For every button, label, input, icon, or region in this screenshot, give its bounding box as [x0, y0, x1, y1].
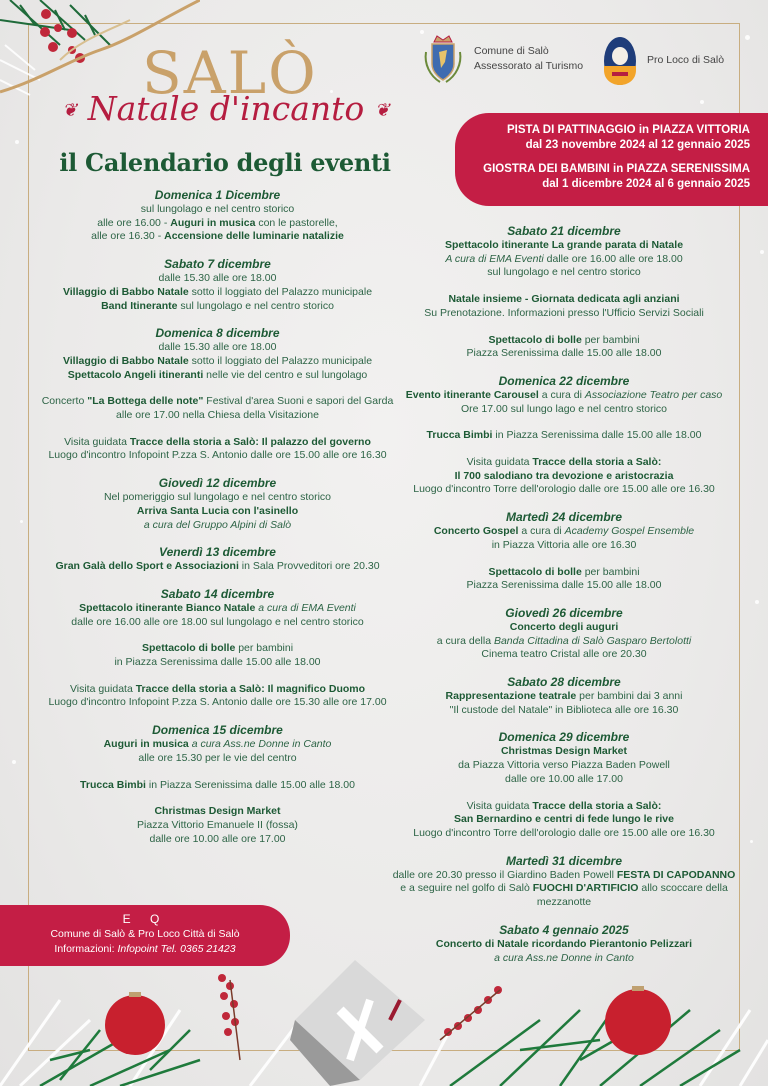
event-text: Concerto	[41, 395, 88, 408]
event-text: Luogo d'incontro Infopoint P.zza S. Antonio dalle ore 15.00 alle ore 16.30	[48, 449, 387, 462]
event-text: a cura della	[436, 634, 494, 647]
coat-of-arms-icon	[422, 34, 464, 84]
event-line	[388, 389, 740, 403]
subtitle-text: Natale d'incanto	[87, 89, 365, 128]
event-line	[388, 704, 740, 718]
ornament-left-icon: ❦	[62, 100, 78, 121]
event-text: a cura di	[518, 525, 565, 538]
footer-info-label: Informazioni:	[54, 943, 118, 955]
event-line	[388, 813, 740, 827]
event-highlight: Tracce della storia a Salò: Il palazzo del governo	[129, 435, 371, 448]
calendar-title: il Calendario degli eventi	[59, 148, 391, 177]
event-text: dalle ore 10.00 alle ore 17.00	[149, 832, 286, 845]
event-text: dalle 15.30 alle ore 18.00	[158, 341, 277, 354]
proloco-name: Pro Loco di Salò	[647, 54, 725, 67]
event-organizer: Banda Cittadina di Salò Gasparo Bertolotti	[493, 634, 692, 647]
event-text: in Piazza Serenissima dalle 15.00 alle 18.00	[492, 429, 702, 442]
event-line	[388, 773, 740, 787]
event-highlight: Spettacolo itinerante La grande parata di Natale	[444, 239, 684, 251]
event-line	[40, 560, 395, 574]
event-date: Martedì 31 dicembre	[505, 853, 623, 868]
event-line	[388, 470, 740, 484]
event-date: Sabato 21 dicembre	[507, 224, 621, 238]
logo-comune	[422, 34, 583, 84]
event-date: Domenica 22 dicembre	[498, 373, 630, 388]
event-line	[388, 800, 740, 814]
event-line	[388, 759, 740, 773]
event-line	[388, 745, 740, 759]
event-text: Piazza Serenissima dalle 15.00 alle 18.00	[466, 579, 662, 592]
event-line	[40, 409, 395, 423]
event-text: per bambini dai 3 anni	[576, 690, 683, 703]
event-text: dalle ore 16.00 alle ore 18.00	[543, 252, 683, 265]
event-date: Domenica 29 dicembre	[498, 730, 630, 745]
event-highlight: Concerto di Natale ricordando Pierantonio Pelizzari	[435, 937, 693, 950]
event-text: in Piazza Serenissima dalle 15.00 alle 18.00	[145, 778, 355, 791]
event-line	[388, 621, 740, 635]
event-text: a cura di	[538, 388, 585, 401]
event-text: Su Prenotazione. Informazioni presso l'Ufficio Servizi Sociali	[424, 306, 704, 319]
event-item	[40, 257, 395, 313]
event-text: alle ore 16.30 -	[91, 230, 165, 243]
event-highlight: Natale insieme - Giornata dedicata agli anziani	[448, 293, 680, 306]
event-highlight: Spettacolo di bolle	[488, 333, 582, 346]
event-line	[388, 525, 740, 539]
event-line	[40, 616, 395, 630]
top-banner	[455, 113, 768, 206]
event-item	[40, 326, 395, 382]
event-line	[388, 429, 740, 443]
event-organizer: Academy Gospel Ensemble	[564, 525, 695, 538]
event-line	[388, 239, 740, 253]
event-line	[40, 230, 395, 244]
event-line	[40, 805, 395, 819]
event-line	[388, 690, 740, 704]
banner-skating-title: PISTA DI PATTINAGGIO in PIAZZA VITTORIA	[507, 124, 750, 136]
event-item	[40, 545, 395, 574]
event-item	[40, 723, 395, 765]
event-organizer: a cura Ass.ne Donne in Canto	[494, 951, 634, 964]
event-line	[388, 938, 740, 952]
event-item	[40, 395, 395, 422]
event-line	[40, 779, 395, 793]
event-organizer: a cura del Gruppo Alpini di Salò	[143, 518, 292, 531]
event-text: Visita guidata	[466, 456, 533, 469]
event-line	[40, 272, 395, 286]
event-line	[388, 347, 740, 361]
event-date: Venerdì 13 dicembre	[159, 545, 276, 560]
event-text: allo scoccare della mezzanotte	[536, 882, 728, 909]
banner-skating-dates: dal 23 novembre 2024 al 12 gennaio 2025	[525, 139, 750, 151]
event-highlight: Auguri in musica	[170, 216, 256, 229]
event-text: Ore 17.00 sul lungo lago e nel centro storico	[460, 402, 668, 415]
event-line	[388, 635, 740, 649]
footer-eq-mark: E Q	[122, 912, 168, 926]
comune-department: Assessorato al Turismo	[474, 60, 584, 72]
event-text: Festival d'area Suoni e sapori del Garda	[203, 395, 394, 408]
event-item	[388, 429, 740, 443]
event-line	[388, 293, 740, 307]
event-line	[40, 491, 395, 505]
event-highlight: Christmas Design Market	[500, 745, 628, 758]
event-date: Giovedì 26 dicembre	[505, 605, 623, 620]
event-date: Sabato 28 dicembre	[507, 675, 621, 690]
event-line	[388, 579, 740, 593]
event-line	[40, 203, 395, 217]
event-text: Piazza Serenissima dalle 15.00 alle 18.00	[466, 347, 662, 360]
event-item	[388, 293, 740, 320]
banner-carousel-dates: dal 1 dicembre 2024 al 6 gennaio 2025	[542, 178, 750, 190]
event-date: Sabato 4 gennaio 2025	[499, 922, 629, 937]
event-highlight: Rappresentazione teatrale	[445, 690, 577, 703]
event-text: per bambini	[581, 333, 640, 346]
subtitle	[56, 89, 396, 128]
event-line	[388, 253, 740, 267]
event-text: Visita guidata	[69, 682, 136, 695]
event-item	[40, 642, 395, 669]
event-text: in Piazza Vittoria alle ore 16.30	[491, 538, 637, 551]
event-item	[388, 334, 740, 361]
event-highlight: Tracce della storia a Salò:	[532, 799, 662, 812]
event-highlight: Tracce della storia a Salò:	[532, 456, 662, 469]
event-highlight: Auguri in musica	[103, 738, 189, 751]
event-line	[40, 519, 395, 533]
event-highlight: Concerto degli auguri	[509, 620, 619, 633]
event-text: alle ore 17.00 nella Chiesa della Visitazione	[116, 409, 319, 422]
event-line	[388, 648, 740, 662]
event-item	[388, 675, 740, 717]
footer-organizers: Comune di Salò & Pro Loco Città di Salò	[50, 928, 240, 940]
event-text: dalle ore 16.00 alle ore 18.00 sul lungolago e nel centro storico	[71, 615, 364, 628]
event-item	[388, 730, 740, 786]
christmas-decoration-icon	[0, 960, 768, 1086]
event-highlight: Trucca Bimbi	[80, 778, 146, 791]
events-right-column	[388, 224, 740, 978]
pro-loco-badge-icon	[603, 36, 637, 86]
event-line	[40, 449, 395, 463]
event-line	[388, 483, 740, 497]
event-text: e a seguire nel golfo di Salò	[400, 882, 533, 895]
event-text: con le pastorelle,	[255, 216, 338, 229]
event-highlight: San Bernardino e centri di fede lungo le rive	[454, 813, 674, 826]
event-text: Piazza Vittorio Emanuele II (fossa)	[137, 818, 298, 831]
event-text: sul lungolago e nel centro storico	[140, 203, 295, 215]
event-text: sotto il loggiato del Palazzo municipale	[188, 285, 373, 298]
event-highlight: FESTA DI CAPODANNO	[616, 868, 736, 881]
event-line	[40, 341, 395, 355]
event-line	[40, 696, 395, 710]
event-organizer: A cura di EMA Eventi	[445, 252, 544, 265]
event-item	[40, 188, 395, 244]
event-item	[40, 805, 395, 846]
event-highlight: Tracce della storia a Salò: Il magnifico Duomo	[135, 682, 366, 695]
event-highlight: Concerto Gospel	[433, 525, 519, 538]
event-line	[388, 539, 740, 553]
event-line	[40, 833, 395, 847]
event-line	[40, 505, 395, 519]
event-text: Luogo d'incontro Torre dell'orologio dalle ore 15.00 alle ore 16.30	[413, 483, 715, 496]
comune-name: Comune di Salò	[474, 44, 549, 57]
event-text: Nel pomeriggio sul lungolago e nel centro storico	[103, 491, 332, 504]
event-date: Domenica 8 dicembre	[155, 326, 280, 341]
event-item	[388, 456, 740, 497]
event-item	[40, 476, 395, 532]
event-line	[40, 436, 395, 450]
event-date: Domenica 15 dicembre	[152, 723, 283, 738]
event-item	[388, 923, 740, 965]
event-date: Domenica 1 Dicembre	[154, 188, 281, 202]
event-line	[388, 307, 740, 321]
event-organizer: a cura di EMA Eventi	[255, 601, 356, 614]
event-item	[40, 683, 395, 710]
event-date: Martedì 24 dicembre	[505, 510, 623, 525]
event-text: sul lungolago e nel centro storico	[487, 266, 641, 279]
event-line	[40, 355, 395, 369]
footer-banner	[0, 905, 290, 966]
events-left-column	[40, 188, 395, 859]
event-highlight: Accensione delle luminarie natalizie	[164, 230, 344, 243]
event-line	[388, 403, 740, 417]
event-text: sul lungolago e nel centro storico	[177, 299, 334, 312]
event-text: in Sala Provveditori ore 20.30	[238, 560, 380, 573]
event-text: sotto il loggiato del Palazzo municipale	[188, 354, 373, 367]
event-item	[388, 606, 740, 662]
event-line	[388, 566, 740, 580]
event-highlight: "La Bottega delle note"	[87, 395, 204, 408]
event-highlight: Il 700 salodiano tra devozione e aristocrazia	[454, 469, 674, 482]
event-line	[388, 869, 740, 883]
event-line	[40, 683, 395, 697]
event-text: Visita guidata	[466, 799, 533, 812]
footer-info	[0, 942, 290, 957]
event-line	[388, 266, 740, 280]
event-highlight: FUOCHI D'ARTIFICIO	[532, 882, 639, 895]
event-line	[388, 827, 740, 841]
event-item	[388, 800, 740, 841]
event-item	[388, 374, 740, 416]
event-highlight: Evento itinerante Carousel	[405, 388, 539, 401]
event-highlight: Villaggio di Babbo Natale	[62, 285, 189, 298]
event-text: nelle vie del centro e sul lungolago	[203, 368, 368, 381]
event-text: per bambini	[581, 565, 640, 578]
event-text: alle ore 15.30 per le vie del centro	[138, 751, 297, 764]
logo-proloco	[603, 36, 724, 86]
event-item	[388, 224, 740, 280]
footer-info-phone: Infopoint Tel. 0365 21423	[117, 943, 236, 955]
event-text: dalle 15.30 alle ore 18.00	[158, 272, 277, 285]
event-text: Visita guidata	[64, 435, 130, 448]
event-line	[388, 334, 740, 348]
event-line	[40, 300, 395, 314]
event-line	[388, 456, 740, 470]
event-highlight: Arriva Santa Lucia con l'asinello	[136, 504, 299, 517]
event-text: Luogo d'incontro Torre dell'orologio dalle ore 15.00 alle ore 16.30	[413, 826, 715, 839]
event-text: alle ore 16.00 -	[97, 216, 171, 229]
event-text: "Il custode del Natale" in Biblioteca alle ore 16.30	[449, 703, 679, 716]
event-item	[388, 854, 740, 910]
event-highlight: Spettacolo di bolle	[488, 565, 582, 578]
main-title: SALÒ	[142, 39, 318, 107]
event-highlight: Gran Galà dello Sport e Associazioni	[55, 560, 239, 573]
banner-carousel-title: GIOSTRA DEI BAMBINI in PIAZZA SERENISSIMA	[483, 163, 750, 175]
event-date: Giovedì 12 dicembre	[158, 476, 277, 491]
event-text: Luogo d'incontro Infopoint P.zza S. Antonio dalle ore 15.30 alle ore 17.00	[48, 696, 387, 709]
event-highlight: Spettacolo itinerante Bianco Natale	[79, 601, 256, 614]
event-text: in Piazza Serenissima dalle 15.00 alle 18.00	[114, 656, 321, 669]
event-line	[40, 395, 395, 409]
event-item	[40, 587, 395, 629]
event-line	[40, 642, 395, 656]
event-text: Cinema teatro Cristal alle ore 20.30	[481, 648, 647, 661]
event-date: Sabato 7 dicembre	[164, 257, 271, 272]
event-line	[388, 882, 740, 909]
event-item	[40, 436, 395, 463]
event-line	[40, 369, 395, 383]
event-item	[388, 566, 740, 593]
event-text: per bambini	[235, 642, 294, 655]
ornament-right-icon: ❦	[374, 100, 390, 121]
event-line	[40, 286, 395, 300]
event-highlight: Christmas Design Market	[154, 805, 281, 818]
event-text: dalle ore 10.00 alle 17.00	[505, 772, 623, 785]
event-organizer: Associazione Teatro per caso	[584, 388, 723, 401]
event-line	[40, 217, 395, 231]
event-line	[40, 738, 395, 752]
event-line	[40, 602, 395, 616]
event-item	[40, 779, 395, 793]
event-highlight: Spettacolo Angeli itineranti	[67, 368, 204, 381]
event-organizer: a cura Ass.ne Donne in Canto	[188, 738, 332, 751]
event-line	[40, 656, 395, 670]
event-item	[388, 510, 740, 552]
event-line	[40, 752, 395, 766]
event-highlight: Trucca Bimbi	[426, 429, 493, 442]
event-text: dalle ore 20.30 presso il Giardino Baden Powell	[392, 868, 617, 881]
event-text: da Piazza Vittoria verso Piazza Baden Powell	[458, 759, 670, 772]
event-highlight: Villaggio di Babbo Natale	[62, 354, 189, 367]
event-highlight: Band Itinerante	[101, 299, 178, 312]
event-highlight: Spettacolo di bolle	[141, 642, 236, 655]
event-line	[40, 819, 395, 833]
event-date: Sabato 14 dicembre	[160, 586, 275, 601]
